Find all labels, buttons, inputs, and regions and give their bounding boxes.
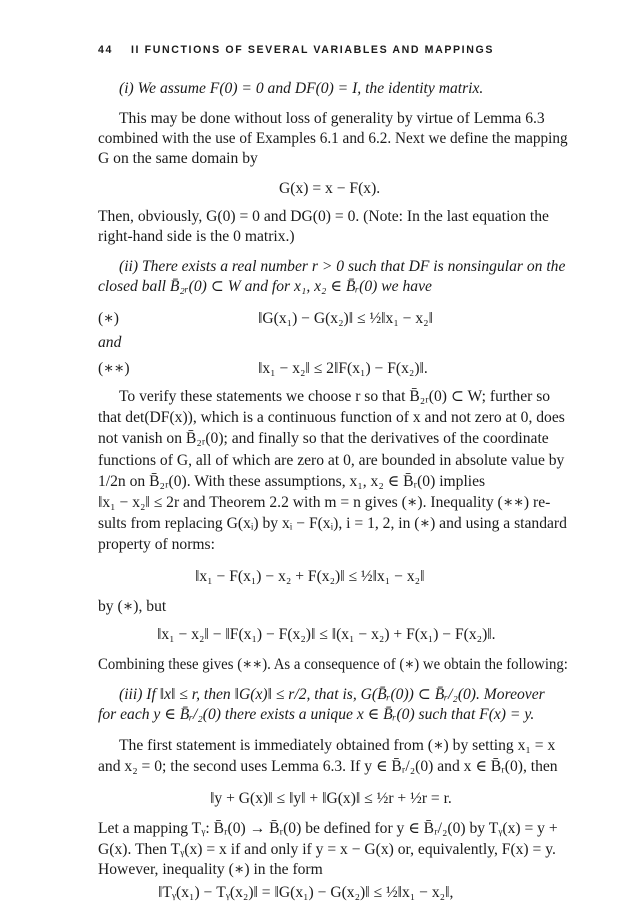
norm-inequality: ‖y + G(x)‖ ≤ ‖y‖ + ‖G(x)‖ ≤ ½r + ½r = r. <box>210 790 452 807</box>
equation-definition-G: G(x) = x − F(x). <box>279 180 381 197</box>
step-ii-statement: closed ball B̄₂ᵣ(0) ⊂ W and for x₁, x₂ ∈ B̄ᵣ(0) we have <box>98 278 432 295</box>
inequality-star: ‖G(x₁) − G(x₂)‖ ≤ ½‖x₁ − x₂‖ <box>258 310 433 327</box>
chapter-title: II FUNCTIONS OF SEVERAL VARIABLES AND MAPPINGS <box>131 44 494 56</box>
step-ii-statement: (ii) There exists a real number r > 0 such that DF is nonsingular on the <box>119 258 566 275</box>
text-line: and <box>98 334 122 351</box>
text-line: sults from replacing G(xᵢ) by xᵢ − F(xᵢ), i = 1, 2, in (∗) and using a standard <box>98 515 567 532</box>
text-line: right-hand side is the 0 matrix.) <box>98 228 295 245</box>
text-line: G on the same domain by <box>98 150 258 167</box>
text-line: Let a mapping Tᵧ: B̄ᵣ(0) → B̄ᵣ(0) be defined for y ∈ B̄ᵣ/₂(0) by Tᵧ(x) = y + <box>98 820 558 837</box>
text-line: Combining these gives (∗∗). As a consequence of (∗) we obtain the following: <box>98 656 568 673</box>
text-line: by (∗), but <box>98 598 167 615</box>
norm-inequality: ‖x₁ − x₂‖ − ‖F(x₁) − F(x₂)‖ ≤ ‖(x₁ − x₂) + F(x₁) − F(x₂)‖. <box>157 626 496 643</box>
text-line: G(x). Then Tᵧ(x) = x if and only if y = x − G(x) or, equivalently, F(x) = y. <box>98 841 556 858</box>
text-line: The first statement is immediately obtained from (∗) by setting x₁ = x <box>119 737 556 754</box>
equation-label-double-star: (∗∗) <box>98 360 130 377</box>
step-iii-statement: (iii) If ‖x‖ ≤ r, then ‖G(x)‖ ≤ r/2, that is, G(B̄ᵣ(0)) ⊂ B̄ᵣ/₂(0). Moreover <box>119 686 545 703</box>
page-number: 44 <box>98 44 113 56</box>
text-line: This may be done without loss of generality by virtue of Lemma 6.3 <box>119 110 545 127</box>
running-header <box>98 44 568 60</box>
norm-inequality: ‖x₁ − F(x₁) − x₂ + F(x₂)‖ ≤ ½‖x₁ − x₂‖ <box>195 568 425 585</box>
text-line: functions of G, all of which are zero at 0, are bounded in absolute value by <box>98 452 565 469</box>
inequality-double-star: ‖x₁ − x₂‖ ≤ 2‖F(x₁) − F(x₂)‖. <box>258 360 428 377</box>
text-line: However, inequality (∗) in the form <box>98 861 323 878</box>
step-iii-statement: for each y ∈ B̄ᵣ/₂(0) there exists a unique x ∈ B̄ᵣ(0) such that F(x) = y. <box>98 706 535 723</box>
text-line: To verify these statements we choose r so that B̄₂ᵣ(0) ⊂ W; further so <box>119 388 551 405</box>
contraction-inequality: ‖Tᵧ(x₁) − Tᵧ(x₂)‖ = ‖G(x₁) − G(x₂)‖ ≤ ½‖x₁ − x₂‖, <box>158 884 454 901</box>
text-line: ‖x₁ − x₂‖ ≤ 2r and Theorem 2.2 with m = n gives (∗). Inequality (∗∗) re- <box>98 494 551 511</box>
text-line: not vanish on B̄₂ᵣ(0); and finally so that the derivatives of the coordinate <box>98 430 549 447</box>
text-line: Then, obviously, G(0) = 0 and DG(0) = 0. (Note: In the last equation the <box>98 208 549 225</box>
text-line: and x₂ = 0; the second uses Lemma 6.3. If y ∈ B̄ᵣ/₂(0) and x ∈ B̄ᵣ(0), then <box>98 758 558 775</box>
text-line: that det(DF(x)), which is a continuous function of x and not zero at 0, does <box>98 409 565 426</box>
text-line: combined with the use of Examples 6.1 and 6.2. Next we define the mapping <box>98 130 568 147</box>
equation-label-star: (∗) <box>98 310 119 327</box>
text-line: property of norms: <box>98 536 215 553</box>
text-line: 1/2n on B̄₂ᵣ(0). With these assumptions, x₁, x₂ ∈ B̄ᵣ(0) implies <box>98 473 486 490</box>
step-i-statement: (i) We assume F(0) = 0 and DF(0) = I, the identity matrix. <box>119 80 484 97</box>
